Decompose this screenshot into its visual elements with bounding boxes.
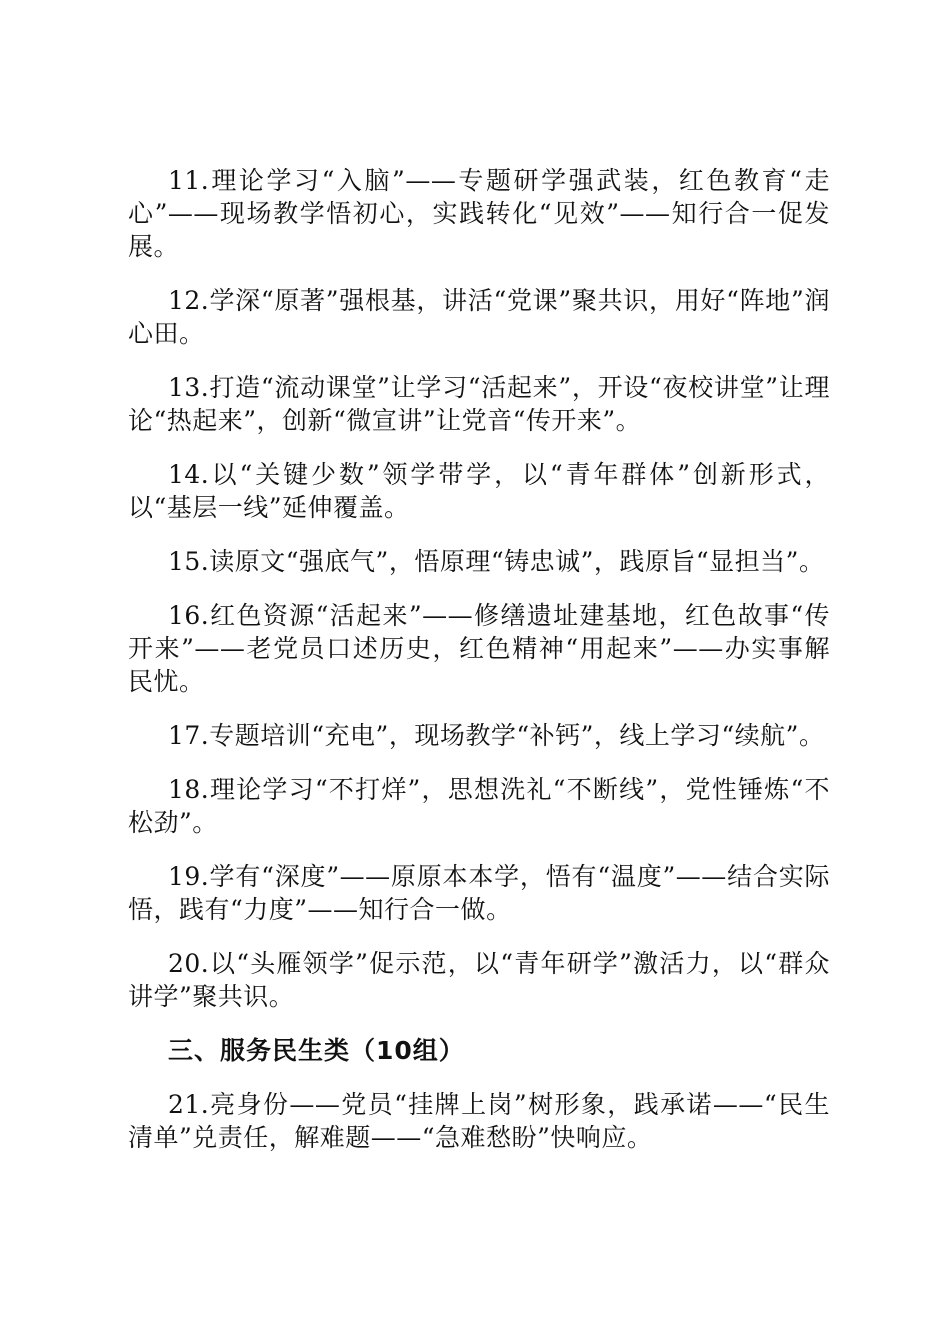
document-page (128, 164, 830, 1175)
paragraph-17: 17.专题培训“充电”，现场教学“补钙”，线上学习“续航”。 (168, 721, 825, 750)
paragraph-11: 11.理论学习“入脑”——专题研学强武装，红色教育“走心”——现场教学悟初心，实践转化“见效”——知行合一促发展。 (128, 166, 830, 261)
paragraph-14: 14.以“关键少数”领学带学，以“青年群体”创新形式，以“基层一线”延伸覆盖。 (128, 460, 830, 522)
section-heading: 三、服务民生类（10组） (168, 1036, 465, 1065)
paragraph-18: 18.理论学习“不打烊”，思想洗礼“不断线”，党性锤炼“不松劲”。 (128, 775, 830, 837)
paragraph-20: 20.以“头雁领学”促示范，以“青年研学”激活力，以“群众讲学”聚共识。 (128, 949, 830, 1011)
paragraph-21: 21.亮身份——党员“挂牌上岗”树形象，践承诺——“民生清单”兑责任，解难题——“急难愁盼”快响应。 (128, 1090, 830, 1152)
paragraph-12: 12.学深“原著”强根基，讲活“党课”聚共识，用好“阵地”润心田。 (128, 286, 830, 348)
paragraph-13: 13.打造“流动课堂”让学习“活起来”，开设“夜校讲堂”让理论“热起来”，创新“微宣讲”让党音“传开来”。 (128, 373, 830, 435)
paragraph-16: 16.红色资源“活起来”——修缮遗址建基地，红色故事“传开来”——老党员口述历史，红色精神“用起来”——办实事解民忧。 (128, 601, 830, 696)
paragraph-19: 19.学有“深度”——原原本本学，悟有“温度”——结合实际悟，践有“力度”——知行合一做。 (128, 862, 830, 924)
paragraph-15: 15.读原文“强底气”，悟原理“铸忠诚”，践原旨“显担当”。 (168, 547, 825, 576)
